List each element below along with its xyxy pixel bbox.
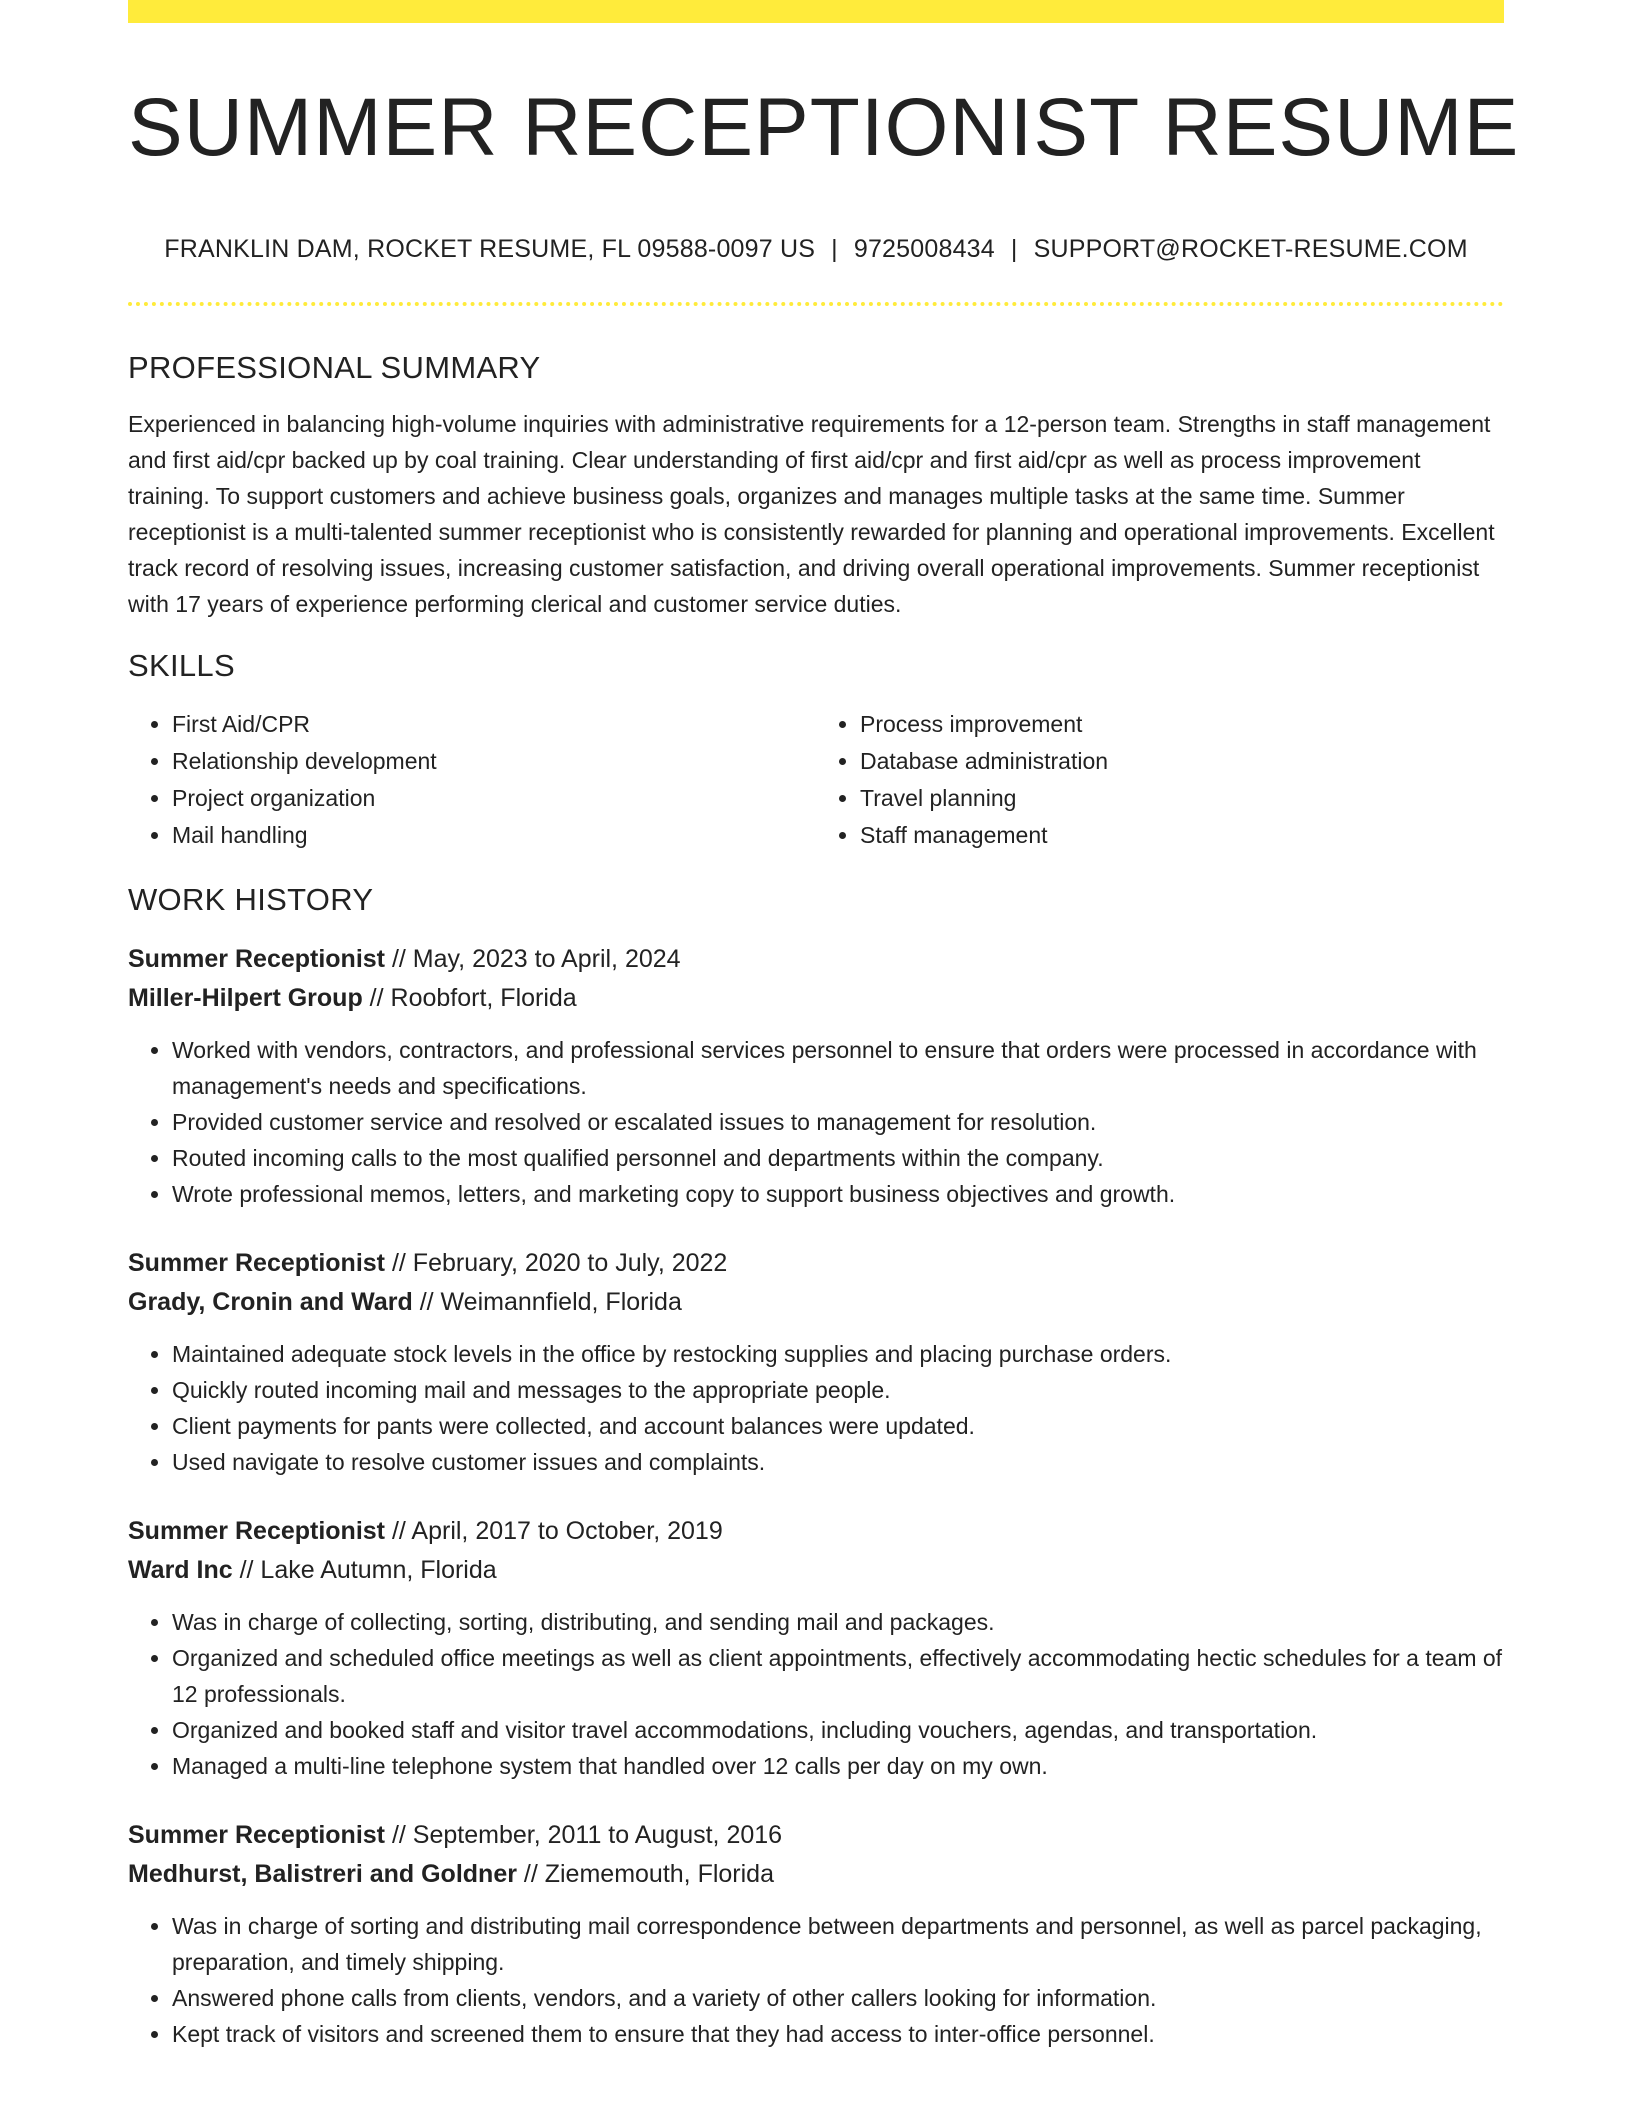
job-title: Summer Receptionist [128, 945, 386, 974]
job-company: Ward Inc [128, 1556, 233, 1585]
skill-item: • Project organization [172, 780, 816, 817]
job-company: Miller-Hilpert Group [128, 984, 363, 1013]
skill-item: • Travel planning [860, 780, 1504, 817]
job-dates: // May, 2023 to April, 2024 [385, 945, 681, 974]
job-bullet: • Quickly routed incoming mail and messages to the appropriate people. [172, 1372, 1504, 1408]
resume-page [128, 0, 1520, 2052]
job-title-line [128, 1512, 1504, 1551]
job-location: // Weimannfield, Florida [412, 1288, 682, 1317]
job-title: Summer Receptionist [128, 1249, 386, 1278]
job-bullet: • Organized and booked staff and visitor travel accommodations, including vouchers, agendas, and transportation. [172, 1712, 1504, 1748]
job-company: Medhurst, Balistreri and Goldner [128, 1860, 517, 1889]
page-title: SUMMER RECEPTIONIST RESUME [128, 82, 1520, 173]
skill-item: • Relationship development [172, 743, 816, 780]
job-bullet: • Managed a multi-line telephone system that handled over 12 calls per day on my own. [172, 1748, 1504, 1784]
job-location: // Lake Autumn, Florida [232, 1556, 497, 1585]
summary-text: Experienced in balancing high-volume inquiries with administrative requirements for a 12-person team. Strengths in staff management and first aid/cpr backed up by coal training. Clear understanding of first aid/cpr and first aid/cpr as well as process improvement training. To support customers and achieve business goals, organizes and manages multiple tasks at the same time. Summer receptionist is a multi-talented summer receptionist who is consistently rewarded for planning and operational improvements. Excellent track record of resolving issues, increasing customer satisfaction, and driving overall operational improvements. Summer receptionist with 17 years of experience performing clerical and customer service duties. [128, 411, 1495, 618]
skill-item: • Mail handling [172, 817, 816, 854]
job-company-line [128, 1551, 1504, 1590]
job-bullet: • Routed incoming calls to the most qualified personnel and departments within the company. [172, 1140, 1504, 1176]
job-company: Grady, Cronin and Ward [128, 1288, 413, 1317]
job-bullets [128, 1604, 1504, 1784]
skill-item: • Database administration [860, 743, 1504, 780]
skill-item: • Staff management [860, 817, 1504, 854]
job-title: Summer Receptionist [128, 1821, 386, 1850]
job-company-line [128, 979, 1504, 1018]
job-title: Summer Receptionist [128, 1517, 386, 1546]
job-bullet: • Organized and scheduled office meetings as well as client appointments, effectively accommodating hectic schedules for a team of 12 professionals. [172, 1640, 1504, 1712]
job-entry [128, 1816, 1504, 2052]
job-bullet: • Maintained adequate stock levels in the office by restocking supplies and placing purchase orders. [172, 1336, 1504, 1372]
job-location: // Roobfort, Florida [362, 984, 577, 1013]
summary-heading: PROFESSIONAL SUMMARY [128, 350, 541, 386]
job-dates: // September, 2011 to August, 2016 [385, 1821, 783, 1850]
skill-item: • First Aid/CPR [172, 706, 816, 743]
job-bullets [128, 1032, 1504, 1212]
skills-grid [128, 706, 1504, 854]
job-bullet: • Client payments for pants were collected, and account balances were updated. [172, 1408, 1504, 1444]
skills-column-left [128, 706, 816, 854]
job-bullet: • Was in charge of sorting and distributing mail correspondence between departments and personnel, as well as parcel packaging, preparation, and timely shipping. [172, 1908, 1504, 1980]
job-bullet: • Was in charge of collecting, sorting, distributing, and sending mail and packages. [172, 1604, 1504, 1640]
contact-separator: | [831, 235, 838, 264]
job-entry [128, 1244, 1504, 1480]
job-title-line [128, 1816, 1504, 1855]
job-bullets [128, 1908, 1504, 2052]
job-entry [128, 940, 1504, 1212]
job-location: // Ziememouth, Florida [516, 1860, 774, 1889]
contact-email: SUPPORT@ROCKET-RESUME.COM [1033, 235, 1468, 264]
job-bullet: • Answered phone calls from clients, vendors, and a variety of other callers looking for information. [172, 1980, 1504, 2016]
job-bullet: • Kept track of visitors and screened them to ensure that they had access to inter-office personnel. [172, 2016, 1504, 2052]
job-bullets [128, 1336, 1504, 1480]
contact-address: FRANKLIN DAM, ROCKET RESUME, FL 09588-0097 US [164, 235, 816, 264]
job-bullet: • Used navigate to resolve customer issues and complaints. [172, 1444, 1504, 1480]
job-company-line [128, 1855, 1504, 1894]
skills-heading: SKILLS [128, 648, 235, 684]
job-entry [128, 1512, 1504, 1784]
dotted-divider [128, 302, 1504, 306]
skill-item: • Process improvement [860, 706, 1504, 743]
job-bullet: • Worked with vendors, contractors, and professional services personnel to ensure that orders were processed in accordance with management's needs and specifications. [172, 1032, 1504, 1104]
job-bullet: • Provided customer service and resolved or escalated issues to management for resolution. [172, 1104, 1504, 1140]
contact-line [128, 235, 1504, 264]
skills-column-right [816, 706, 1504, 854]
job-dates: // April, 2017 to October, 2019 [385, 1517, 723, 1546]
work-history-heading: WORK HISTORY [128, 882, 374, 918]
contact-separator: | [1010, 235, 1018, 264]
contact-phone: 9725008434 [853, 235, 995, 264]
accent-top-bar [128, 0, 1504, 23]
job-company-line [128, 1283, 1504, 1322]
job-bullet: • Wrote professional memos, letters, and marketing copy to support business objectives and growth. [172, 1176, 1504, 1212]
job-title-line [128, 1244, 1504, 1283]
job-dates: // February, 2020 to July, 2022 [385, 1249, 728, 1278]
job-title-line [128, 940, 1504, 979]
